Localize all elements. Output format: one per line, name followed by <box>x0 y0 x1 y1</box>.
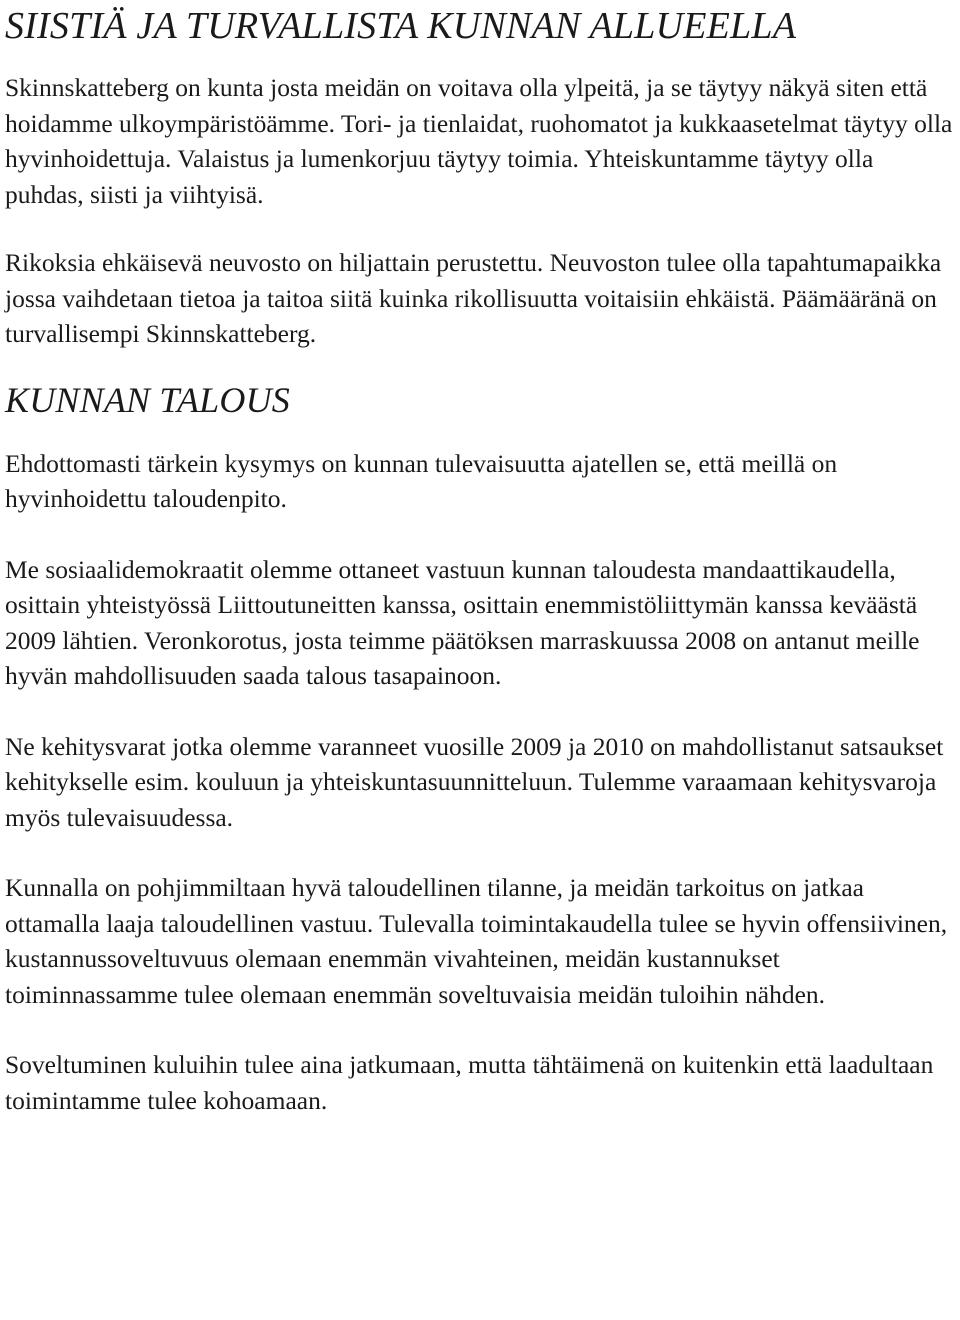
paragraph-cost-adjustment: Soveltuminen kuluihin tulee aina jatkumaan, mutta tähtäimenä on kuitenkin että laadultaan toimintamme tulee kohoamaan. <box>5 1050 934 1115</box>
paragraph-crime-prevention-council: Rikoksia ehkäisevä neuvosto on hiljattain perustettu. Neuvoston tulee olla tapahtumapaikka jossa vaihdetaan tietoa ja taitoa siitä kuinka rikollisuutta voitaisiin ehkäistä. Päämääränä on turvallisempi Skinnskatteberg. <box>5 248 942 348</box>
section-title-clean-and-safe: SIISTIÄ JA TURVALLISTA KUNNAN ALLUEELLA <box>5 5 797 47</box>
paragraph-social-democrats-responsibility: Me sosiaalidemokraatit olemme ottaneet vastuun kunnan taloudesta mandaattikaudella, osittain yhteistyössä Liittoutuneitten kanssa, osittain enemmistöliittymän kanssa keväästä 2009 lähtien. Veronkorotus, josta teimme päätöksen marraskuussa 2008 on antanut meille hyvän mahdollisuuden saada talous tasapainoon. <box>5 554 920 690</box>
section-title-municipal-finances: KUNNAN TALOUS <box>5 379 290 420</box>
document-page <box>5 0 955 1118</box>
paragraph-financial-situation: Kunnalla on pohjimmiltaan hyvä taloudellinen tilanne, ja meidän tarkoitus on jatkaa ottamalla laaja taloudellinen vastuu. Tulevalla toimintakaudella tulee se hyvin offensiivinen, kustannussoveltuvuus olemaan enemmän vivahteinen, meidän kustannukset toiminnassamme tulee olemaan enemmän soveltuvaisia meidän tuloihin nähden. <box>5 873 948 1009</box>
paragraph-most-important-question: Ehdottomasti tärkein kysymys on kunnan tulevaisuutta ajatellen se, että meillä on hyvinhoidettu taloudenpito. <box>5 448 838 513</box>
paragraph-pride-in-municipality: Skinnskatteberg on kunta josta meidän on voitava olla ylpeitä, ja se täytyy näkyä siten että hoidamme ulkoympäristöämme. Tori- ja tienlaidat, ruohomatot ja kukkaasetelmat täytyy olla hyvinhoidettuja. Valaistus ja lumenkorjuu täytyy toimia. Yhteiskuntamme täytyy olla puhdas, siisti ja viihtyisä. <box>5 73 953 209</box>
paragraph-development-funds: Ne kehitysvarat jotka olemme varanneet vuosille 2009 ja 2010 on mahdollistanut satsaukset kehitykselle esim. kouluun ja yhteiskuntasuunnitteluun. Tulemme varaamaan kehitysvaroja myös tulevaisuudessa. <box>5 731 944 832</box>
